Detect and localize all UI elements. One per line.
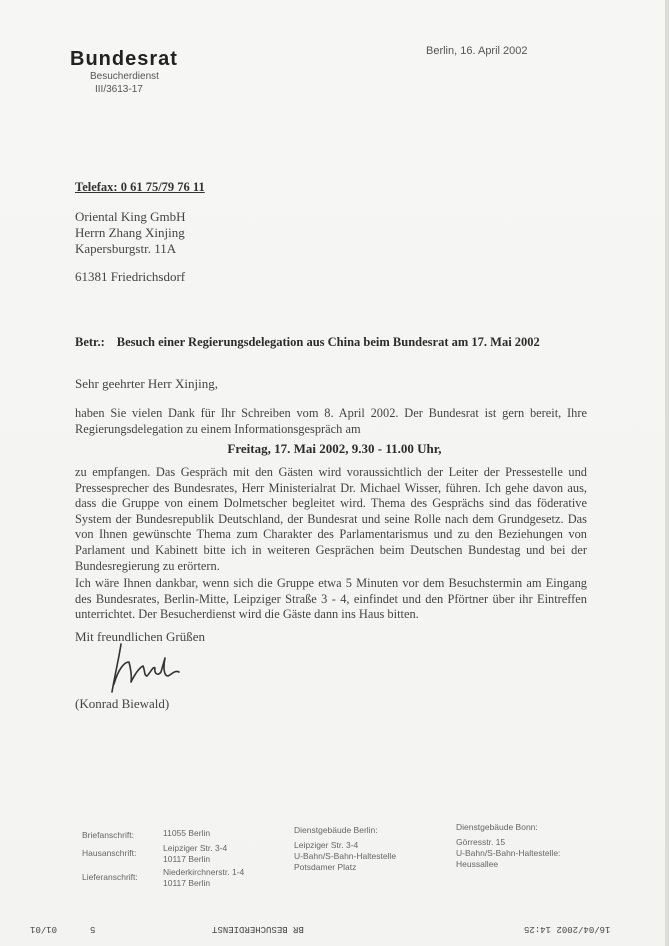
fax-sender: BR BESUCHERDIENST xyxy=(212,924,304,934)
briefanschrift-label: Briefanschrift: xyxy=(82,830,134,840)
fax-number: Telefax: 0 61 75/79 76 11 xyxy=(75,180,205,194)
department: Besucherdienst xyxy=(90,71,159,82)
subject-line xyxy=(75,335,540,350)
berlin-office-title: Dienstgebäude Berlin: xyxy=(294,825,378,835)
fax-date-time: 16/04/2002 14:25 xyxy=(524,924,611,934)
event-date: Freitag, 17. Mai 2002, 9.30 - 11.00 Uhr, xyxy=(227,441,442,456)
bonn-office-line3: Heussallee xyxy=(456,859,499,869)
closing: Mit freundlichen Grüßen xyxy=(75,629,205,644)
page-edge xyxy=(665,0,669,946)
signer-name: (Konrad Biewald) xyxy=(75,696,170,711)
salutation: Sehr geehrter Herr Xinjing, xyxy=(75,376,218,391)
org-logo: Bundesrat xyxy=(70,48,178,70)
bonn-office-line1: Görresstr. 15 xyxy=(456,837,506,847)
hausanschrift-label: Hausanschrift: xyxy=(82,848,137,858)
signature-image xyxy=(95,640,195,698)
paragraph-details: zu empfangen. Das Gespräch mit den Gästen wird voraussichtlich der Leiter der Pressestelle und Pressesprecher des Bundesrates, Herr Ministerialrat Dr. Michael Wisser, führen. Ich gehe davon aus, dass die Gruppe von einem Dolmetscher begleitet wird. Thema des Gesprächs sind das föderative System der Bundesrepublik Deutschland, der Bundesrat und seine Rolle nach dem Grundgesetz. Das von Ihnen gewünschte Thema zum Charakter des Parlamentarismus und zu den Beziehungen von Parlament und Kabinett bitte ich in weiteren Gesprächen beim Deutschen Bundestag und bei der Bundesregierung zu erörtern. xyxy=(75,465,587,573)
recipient-name: Herrn Zhang Xinjing xyxy=(75,225,185,240)
reference-number: III/3613-17 xyxy=(95,84,143,95)
paragraph-instructions: Ich wäre Ihnen dankbar, wenn sich die Gruppe etwa 5 Minuten vor dem Besuchstermin am Eingang des Bundesrates, Berlin-Mitte, Leipziger Straße 3 - 4, einfindet und den Pförtner über ihr Eintreffen unterrichtet. Der Besucherdienst wird die Gäste dann ins Haus bitten. xyxy=(75,576,587,622)
letter-date: Berlin, 16. April 2002 xyxy=(426,45,528,57)
recipient-city: 61381 Friedrichsdorf xyxy=(75,269,186,284)
briefanschrift-value: 11055 Berlin xyxy=(163,828,211,838)
paragraph-intro: haben Sie vielen Dank für Ihr Schreiben vom 8. April 2002. Der Bundesrat ist gern bereit, Ihre Regierungsdelegation zu einem Informationsgespräch am xyxy=(75,406,587,436)
subject-label: Betr.: xyxy=(75,335,105,349)
recipient-street: Kapersburgstr. 11A xyxy=(75,241,177,256)
hausanschrift-line2: 10117 Berlin xyxy=(163,854,211,864)
berlin-office-line1: Leipziger Str. 3-4 xyxy=(294,840,359,850)
lieferanschrift-line1: Niederkirchnerstr. 1-4 xyxy=(163,867,245,877)
hausanschrift-line1: Leipziger Str. 3-4 xyxy=(163,843,228,853)
recipient-company: Oriental King GmbH xyxy=(75,209,186,224)
berlin-office-line2: U-Bahn/S-Bahn-Haltestelle xyxy=(294,851,397,861)
bonn-office-line2: U-Bahn/S-Bahn-Haltestelle: xyxy=(456,848,561,858)
fax-page-marker: 5 xyxy=(90,924,96,934)
subject-text: Besuch einer Regierungsdelegation aus China beim Bundesrat am 17. Mai 2002 xyxy=(116,335,540,349)
berlin-office-line3: Potsdamer Platz xyxy=(294,862,357,872)
fax-page-count: 01/01 xyxy=(30,924,58,934)
bonn-office-title: Dienstgebäude Bonn: xyxy=(456,822,538,832)
lieferanschrift-line2: 10117 Berlin xyxy=(163,878,211,888)
lieferanschrift-label: Lieferanschrift: xyxy=(82,872,138,882)
